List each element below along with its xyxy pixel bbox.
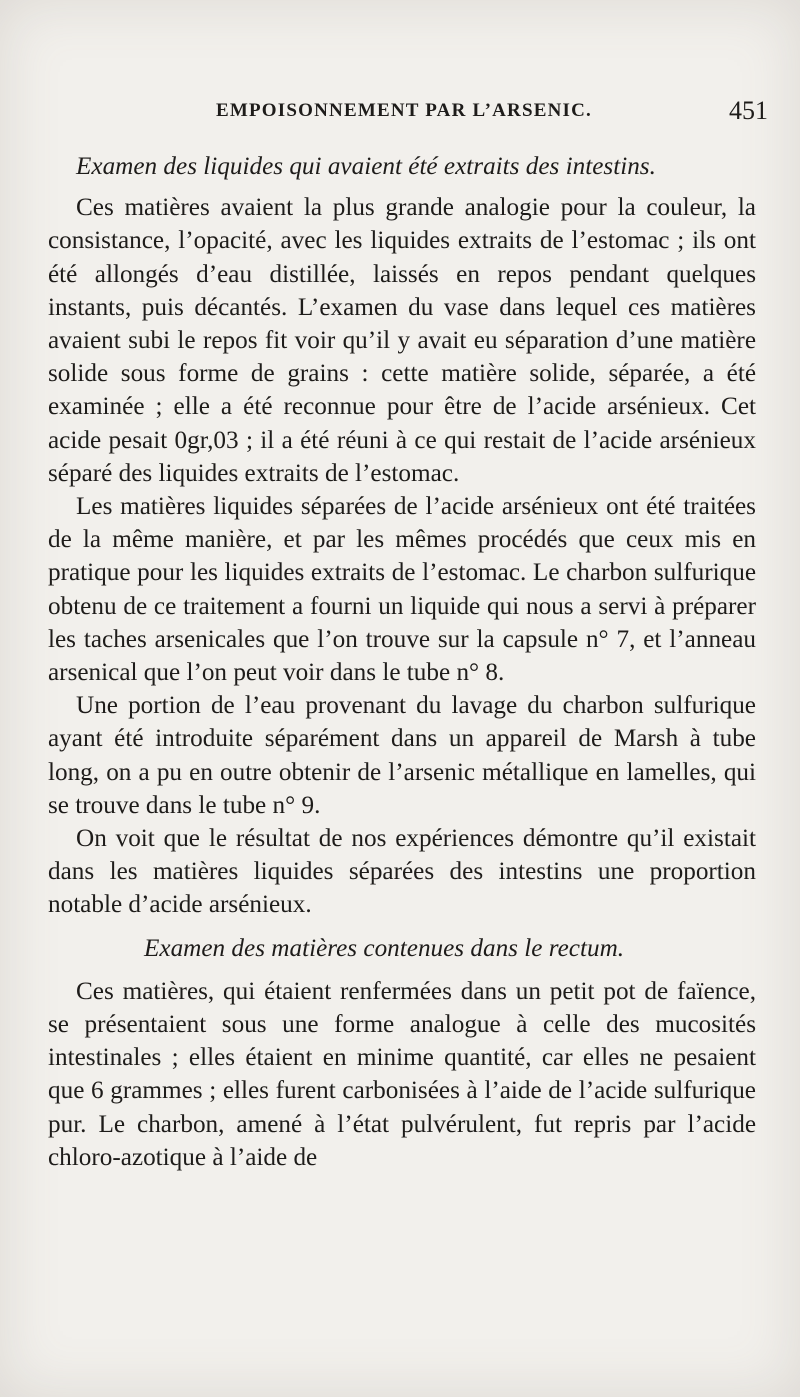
paragraph: Une portion de l’eau provenant du lavage du charbon sulfurique ayant été introduite séparément dans un appareil de Marsh à tube long, on a pu en outre obtenir de l’arsenic métallique en lamelles, qui se trouve dans le tube n° 9. xyxy=(48,692,756,819)
section-heading-intestins: Examen des liquides qui avaient été extraits des intestins. xyxy=(76,153,656,180)
paragraph: Les matières liquides séparées de l’acide arsénieux ont été traitées de la même manière, et par les mêmes procédés que ceux mis en pratique pour les liquides extraits de l’estomac. Le charbon sulfurique obtenu de ce traitement a fourni un liquide qui nous a servi à préparer les taches arsenicales que l’on trouve sur la capsule n° 7, et l’anneau arsenical que l’on peut voir dans le tube n° 8. xyxy=(48,493,756,687)
running-title: EMPOISONNEMENT PAR L’ARSENIC. xyxy=(216,100,592,121)
paragraph: On voit que le résultat de nos expériences démontre qu’il existait dans les matières liquides séparées des intestins une proportion notable d’acide arsénieux. xyxy=(48,825,756,919)
paragraph: Ces matières, qui étaient renfermées dans un petit pot de faïence, se présentaient sous une forme analogue à celle des mucosités intestinales ; elles étaient en minime quantité, car elles ne pesaient que 6 grammes ; elles furent carbonisées à l’aide de l’acide sulfurique pur. Le charbon, amené à l’état pulvérulent, fut repris par l’acide chloro-azotique à l’aide de xyxy=(48,977,756,1171)
body-text xyxy=(48,150,756,1174)
page-number: 451 xyxy=(729,96,768,125)
section-heading-rectum: Examen des matières contenues dans le rectum. xyxy=(144,934,625,962)
running-head xyxy=(48,96,768,130)
paragraph: Ces matières avaient la plus grande analogie pour la couleur, la consistance, l’opacité, avec les liquides extraits de l’estomac ; ils ont été allongés d’eau distillée, laissés en repos pendant quelques instants, puis décantés. L’examen du vase dans lequel ces matières avaient subi le repos fit voir qu’il y avait eu séparation d’une matière solide sous forme de grains : cette matière solide, séparée, a été examinée ; elle a été reconnue pour être de l’acide arsénieux. Cet acide pesait 0gr,03 ; il a été réuni à ce qui restait de l’acide arsénieux séparé des liquides extraits de l’estomac. xyxy=(48,194,756,487)
